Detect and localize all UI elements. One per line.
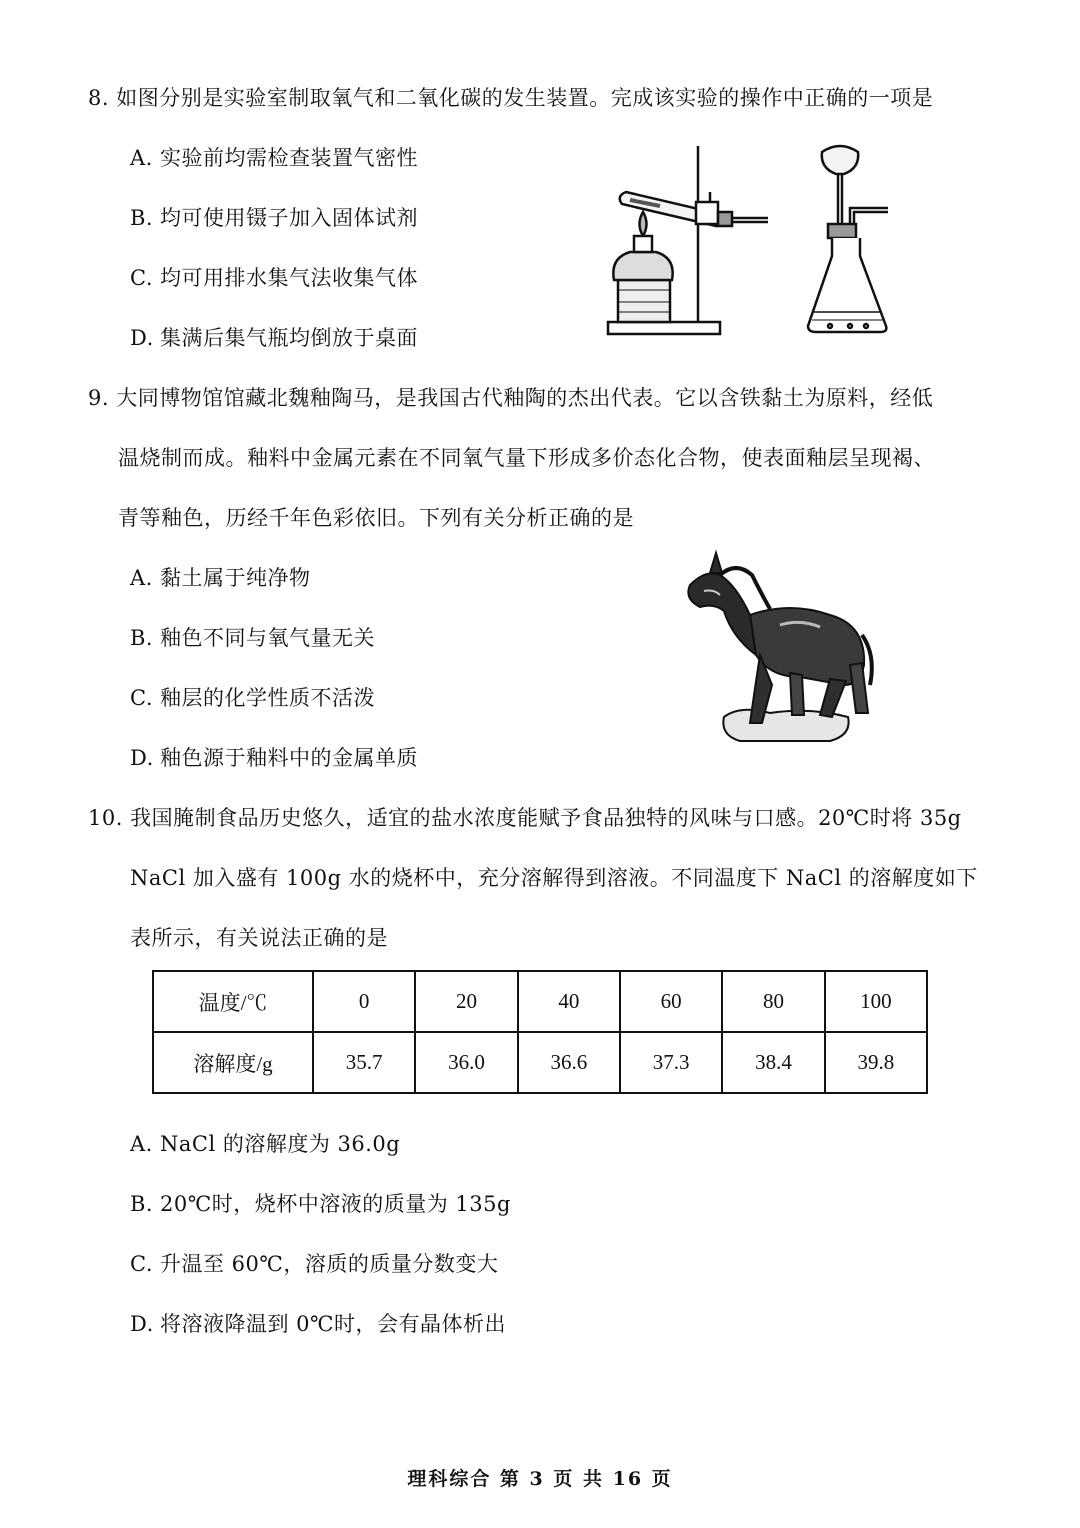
- q9-option-b: [130, 626, 375, 651]
- solubility-table: [152, 970, 928, 1094]
- page-footer: 理科综合 第 3 页 共 16 页: [407, 1468, 673, 1490]
- q8-option-d: [130, 326, 418, 351]
- option-letter: B.: [130, 206, 154, 230]
- option-letter: B.: [130, 1192, 154, 1216]
- option-letter: D.: [130, 746, 154, 770]
- q10-option-d: [130, 1312, 506, 1337]
- option-text: 集满后集气瓶均倒放于桌面: [160, 326, 418, 350]
- q10-stem-line-1: 10. 我国腌制食品历史悠久，适宜的盐水浓度能赋予食品独特的风味与口感。20℃时将 35g: [88, 806, 962, 830]
- table-header-temperature: 温度/℃: [153, 971, 313, 1032]
- q9-option-a: [130, 566, 311, 591]
- option-text: 20℃时，烧杯中溶液的质量为 135g: [160, 1192, 511, 1216]
- q8-option-b: [130, 206, 418, 231]
- table-cell: 80: [722, 971, 824, 1032]
- pottery-horse-image: [680, 545, 880, 745]
- q9-stem-line-2: 温烧制而成。釉料中金属元素在不同氧气量下形成多价态化合物，使表面釉层呈现褐、: [118, 446, 935, 470]
- table-cell: 35.7: [313, 1032, 415, 1093]
- option-letter: C.: [130, 266, 153, 290]
- table-cell: 20: [415, 971, 517, 1032]
- oxygen-apparatus-figure: [600, 140, 780, 340]
- option-text: 均可用排水集气法收集气体: [160, 266, 418, 290]
- option-text: NaCl 的溶解度为 36.0g: [160, 1132, 401, 1156]
- option-text: 实验前均需检查装置气密性: [160, 146, 418, 170]
- table-cell: 38.4: [722, 1032, 824, 1093]
- option-letter: C.: [130, 686, 153, 710]
- q9-option-c: [130, 686, 375, 711]
- table-row-temperature: [153, 971, 927, 1032]
- table-cell: 0: [313, 971, 415, 1032]
- option-letter: A.: [130, 566, 153, 590]
- table-cell: 36.6: [518, 1032, 620, 1093]
- option-text: 升温至 60℃，溶质的质量分数变大: [160, 1252, 499, 1276]
- table-cell: 100: [825, 971, 927, 1032]
- q10-stem-line-2: NaCl 加入盛有 100g 水的烧杯中，充分溶解得到溶液。不同温度下 NaCl 的溶解度如下: [130, 866, 978, 890]
- option-text: 釉色源于釉料中的金属单质: [160, 746, 418, 770]
- table-header-solubility: 溶解度/g: [153, 1032, 313, 1093]
- option-text: 釉色不同与氧气量无关: [160, 626, 375, 650]
- q9-option-d: [130, 746, 418, 771]
- table-cell: 39.8: [825, 1032, 927, 1093]
- table-cell: 40: [518, 971, 620, 1032]
- q8-option-a: [130, 146, 418, 171]
- option-letter: A.: [130, 1132, 153, 1156]
- q8-option-c: [130, 266, 418, 291]
- option-text: 均可使用镊子加入固体试剂: [160, 206, 418, 230]
- option-letter: C.: [130, 1252, 153, 1276]
- q10-option-c: [130, 1252, 498, 1277]
- q8-stem: 8. 如图分别是实验室制取氧气和二氧化碳的发生装置。完成该实验的操作中正确的一项是: [88, 86, 934, 110]
- q10-option-a: [130, 1132, 400, 1157]
- option-letter: B.: [130, 626, 154, 650]
- table-row-solubility: [153, 1032, 927, 1093]
- option-text: 将溶液降温到 0℃时，会有晶体析出: [160, 1312, 507, 1336]
- table-cell: 60: [620, 971, 722, 1032]
- option-letter: A.: [130, 146, 153, 170]
- q10-stem-line-3: 表所示，有关说法正确的是: [130, 926, 388, 950]
- q9-stem-line-1: 9. 大同博物馆馆藏北魏釉陶马，是我国古代釉陶的杰出代表。它以含铁黏土为原料，经低: [88, 386, 934, 410]
- option-text: 黏土属于纯净物: [160, 566, 311, 590]
- option-letter: D.: [130, 1312, 154, 1336]
- q9-stem-line-3: 青等釉色，历经千年色彩依旧。下列有关分析正确的是: [118, 506, 634, 530]
- q10-option-b: [130, 1192, 511, 1217]
- option-text: 釉层的化学性质不活泼: [160, 686, 375, 710]
- option-letter: D.: [130, 326, 154, 350]
- co2-apparatus-figure: [800, 140, 910, 340]
- table-cell: 36.0: [415, 1032, 517, 1093]
- table-cell: 37.3: [620, 1032, 722, 1093]
